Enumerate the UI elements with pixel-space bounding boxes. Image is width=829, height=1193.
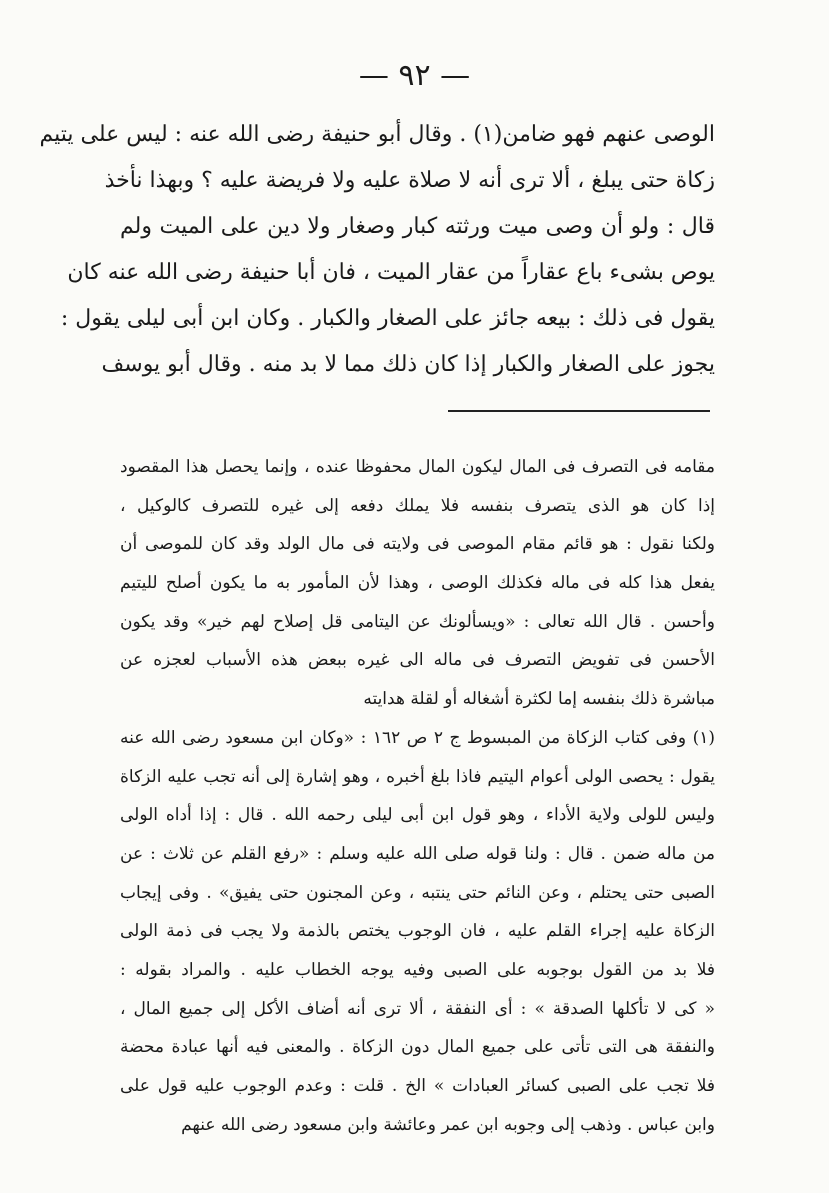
main-text-line: قال : ولو أن وصى ميت ورثته كبار وصغار ولا دين على الميت ولم xyxy=(120,214,715,239)
footnote-continuation-line: الأحسن فى تفويض التصرف فى ماله الى غيره ببعض هذه الأسباب لعجزه عن xyxy=(120,650,715,671)
main-text-line: يقول فى ذلك : بيعه جائز على الصغار والكبار . وكان ابن أبى ليلى يقول : xyxy=(60,306,715,331)
footnote-1-line: « كى لا تأكلها الصدقة » : أى النفقة ، ألا ترى أنه أضاف الأكل إلى جميع المال ، xyxy=(120,998,715,1019)
footnote-1-line: فلا تجب على الصبى كسائر العبادات » الخ . قلت : وعدم الوجوب عليه قول على xyxy=(120,1076,715,1096)
footnote-1-line: الزكاة عليه إجراء القلم عليه ، فان الوجوب يختص بالذمة ولا يجب فى ذمة الولى xyxy=(120,921,715,942)
footnote-1-line: الصبى حتى يحتلم ، وعن النائم حتى ينتبه ، وعن المجنون حتى يفيق» . وفى إيجاب xyxy=(120,882,715,903)
footnote-1-line: والنفقة هى التى تأتى على جميع المال دون الزكاة . والمعنى فيه أنها عبادة محضة xyxy=(120,1037,715,1058)
footnote-1-line: وليس للولى ولاية الأداء ، وهو قول ابن أبى ليلى رحمه الله . قال : إذا أداه الولى xyxy=(120,805,715,826)
main-text-line: يوص بشىء باع عقاراً من عقار الميت ، فان أبا حنيفة رضى الله عنه كان xyxy=(67,260,715,285)
footnote-1-line: (١) وفى كتاب الزكاة من المبسوط ج ٢ ص ١٦٢ : «وكان ابن مسعود رضى الله عنه xyxy=(120,727,715,748)
main-text-line: زكاة حتى يبلغ ، ألا ترى أنه لا صلاة عليه ولا فريضة عليه ؟ وبهذا نأخذ xyxy=(104,168,715,193)
footnote-continuation-line: وأحسن . قال الله تعالى : «ويسألونك عن اليتامى قل إصلاح لهم خير» وقد يكون xyxy=(120,611,715,632)
page-number: — ٩٢ — xyxy=(358,58,471,93)
main-text xyxy=(39,112,715,388)
footnotes xyxy=(120,418,715,1144)
footnote-continuation-line: مقامه فى التصرف فى المال ليكون المال محفوظا عنده ، وإنما يحصل هذا المقصود xyxy=(120,457,715,477)
footnote-1-line: من ماله ضمن . قال : ولنا قوله صلى الله عليه وسلم : «رفع القلم عن ثلاث : عن xyxy=(120,843,715,864)
main-text-line: الوصى عنهم فهو ضامن(١) . وقال أبو حنيفة رضى الله عنه : ليس على يتيم xyxy=(39,122,715,147)
footnote-1-line: فلا بد من القول بوجوبه على الصبى وفيه يوجه الخطاب عليه . والمراد بقوله : xyxy=(120,959,715,980)
footnote-continuation-line: مباشرة ذلك بنفسه إما لكثرة أشغاله أو لقلة هدايته xyxy=(363,689,715,710)
main-text-line: يجوز على الصغار والكبار إذا كان ذلك مما لا بد منه . وقال أبو يوسف xyxy=(101,352,715,377)
footnote-continuation-line: يفعل هذا كله فى ماله فكذلك الوصى ، وهذا لأن المأمور به ما يكون أصلح لليتيم xyxy=(120,573,715,594)
footnote-continuation-line: إذا كان هو الذى يتصرف بنفسه فلا يملك دفعه إلى غيره للتصرف كالوكيل ، xyxy=(120,495,715,516)
footnote-continuation-line: ولكنا نقول : هو قائم مقام الموصى فى ولايته فى مال الولد وقد كان للموصى أن xyxy=(120,534,715,555)
footnote-1-line: يقول : يحصى الولى أعوام اليتيم فاذا بلغ أخبره ، وهو إشارة إلى أنه تجب عليه الزكاة xyxy=(120,766,715,787)
footnote-divider xyxy=(448,410,710,412)
footnote-1-line: وابن عباس . وذهب إلى وجوبه ابن عمر وعائشة وابن مسعود رضى الله عنهم xyxy=(181,1114,715,1135)
